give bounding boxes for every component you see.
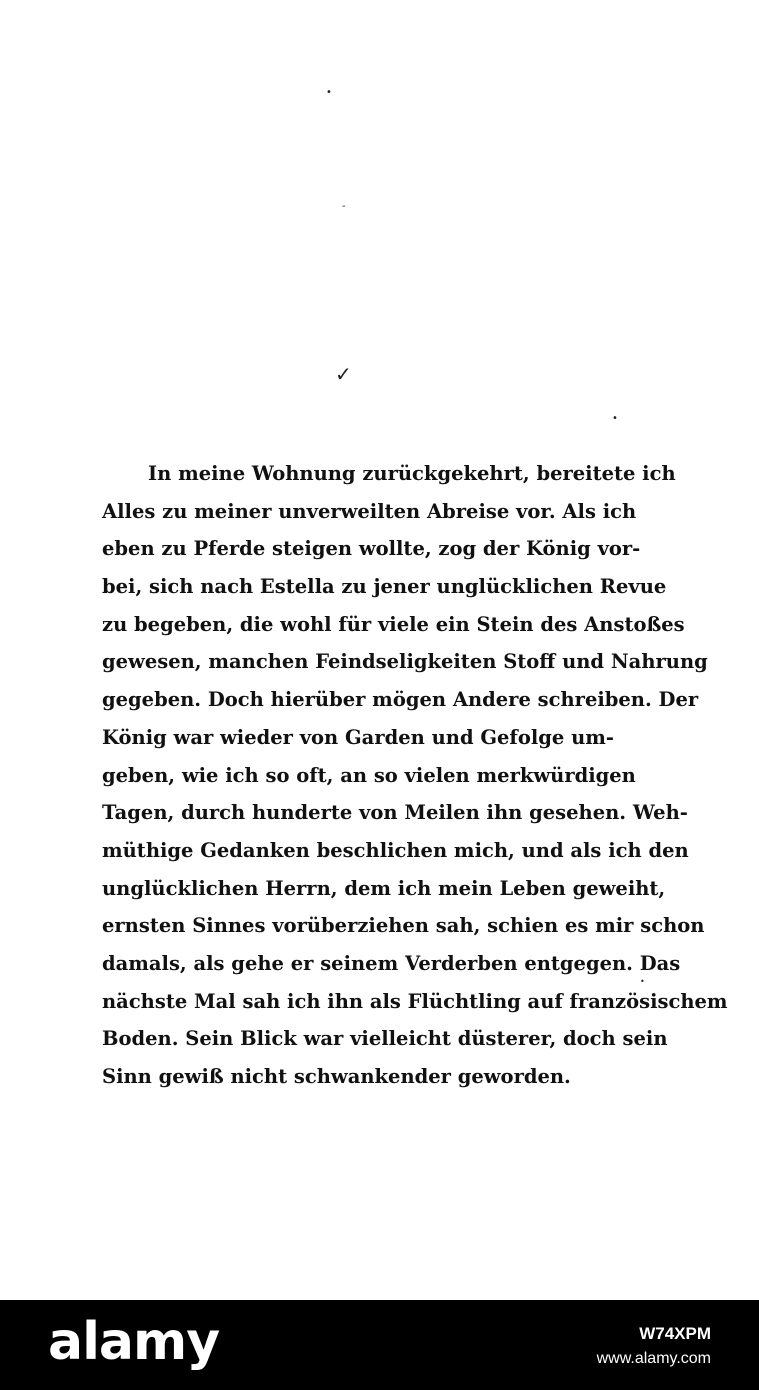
text-line: Sinn gewiß nicht schwankender geworden. <box>102 1065 571 1088</box>
print-speck: ‑ <box>342 201 346 212</box>
text-line: Tagen, durch hunderte von Meilen ihn gesehen. Weh- <box>102 801 688 825</box>
text-line: nächste Mal sah ich ihn als Flüchtling auf französischem <box>102 989 728 1013</box>
text-line: zu begeben, die wohl für viele ein Stein des Anstoßes <box>102 612 685 636</box>
text-line: gegeben. Doch hierüber mögen Andere schreiben. Der <box>102 688 699 712</box>
site-url: www.alamy.com <box>596 1350 711 1367</box>
text-line: bei, sich nach Estella zu jener unglücklichen Revue <box>102 575 667 599</box>
check-mark: ✓ <box>335 362 352 386</box>
image-id: W74XPM <box>639 1324 711 1343</box>
body-paragraph <box>102 455 728 1096</box>
print-speck: • <box>640 977 645 986</box>
text-line: König war wieder von Garden und Gefolge um- <box>102 725 614 749</box>
print-speck: • <box>612 413 618 424</box>
text-line: Boden. Sein Blick war vielleicht düsterer, doch sein <box>102 1027 668 1051</box>
text-line: damals, als gehe er seinem Verderben entgegen. Das <box>102 951 681 975</box>
text-line: unglücklichen Herrn, dem ich mein Leben geweiht, <box>102 876 666 900</box>
brand-logo: alamy <box>48 1312 220 1372</box>
text-line: gewesen, manchen Feindseligkeiten Stoff und Nahrung <box>102 650 708 674</box>
text-line: müthige Gedanken beschlichen mich, und als ich den <box>102 838 689 862</box>
text-line: ernsten Sinnes vorüberziehen sah, schien es mir schon <box>102 914 705 938</box>
text-line: Alles zu meiner unverweilten Abreise vor. Als ich <box>102 499 637 523</box>
text-line: geben, wie ich so oft, an so vielen merkwürdigen <box>102 763 636 787</box>
print-speck: • <box>326 87 332 98</box>
watermark-footer <box>0 1300 759 1390</box>
text-line: In meine Wohnung zurückgekehrt, bereitete ich <box>148 462 676 485</box>
text-line: eben zu Pferde steigen wollte, zog der König vor- <box>102 537 641 561</box>
